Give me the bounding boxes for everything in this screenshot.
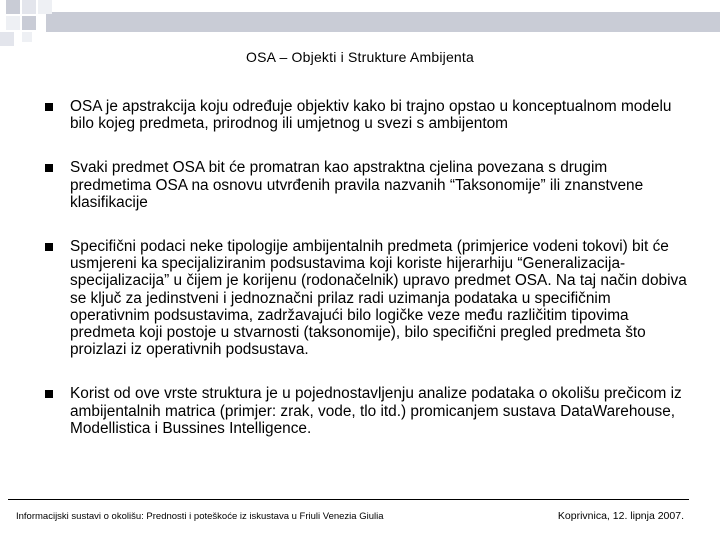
square-bullet-icon xyxy=(45,164,53,172)
decorative-header-squares xyxy=(0,0,720,50)
bullet-item xyxy=(42,238,692,358)
square-bullet-icon xyxy=(45,390,53,398)
bullet-item xyxy=(42,159,692,211)
bullet-text: Specifični podaci neke tipologije ambijentalnih predmeta (primjerice vodeni tokovi) bit će usmjereni ka specijaliziranim podsustavima koji koriste hijerarhiju “Generalizacija-specijalizacija” u čijem je korijenu (rodonačelnik) upravo predmet OSA. Na taj način dobiva se ključ za jedinstveni i jednoznačni prilaz radi uzimanja podataka u specifičnim operativnim podsustavima, zadržavajući bilo logičke veze među različitim tipovima predmeta koji postoje u stvarnosti (taksonomije), bilo specifični pregled predmeta što proizlazi iz operativnih podsustava. xyxy=(70,238,687,359)
slide-title: OSA – Objekti i Strukture Ambijenta xyxy=(246,49,474,65)
bullet-text: Svaki predmet OSA bit će promatran kao apstraktna cjelina povezana s drugim predmetima OSA na osnovu utvrđenih pravila nazvanih “Taksonomije” ili znanstvene klasifikacije xyxy=(70,159,644,211)
bullet-text: Korist od ove vrste struktura je u pojednostavljenju analize podataka o okolišu prečicom iz ambijentalnih matrica (primjer: zrak, vode, tlo itd.) promicanjem sustava DataWarehouse, Modellistica i Bussines Intelligence. xyxy=(70,385,682,437)
square-bullet-icon xyxy=(45,103,53,111)
footer-date: Koprivnica, 12. lipnja 2007. xyxy=(557,510,684,522)
footer-divider xyxy=(8,499,689,500)
footer-caption: Informacijski sustavi o okolišu: Prednosti i poteškoće iz iskustava u Friuli Venezia Giulia xyxy=(16,511,384,522)
bullet-list xyxy=(42,98,692,437)
bullet-text: OSA je apstrakcija koju određuje objektiv kako bi trajno opstao u konceptualnom modelu bilo kojeg predmeta, prirodnog ili umjetnog u svezi s ambijentom xyxy=(70,98,672,133)
bullet-item xyxy=(42,385,692,437)
square-bullet-icon xyxy=(45,243,53,251)
bullet-item xyxy=(42,98,692,132)
